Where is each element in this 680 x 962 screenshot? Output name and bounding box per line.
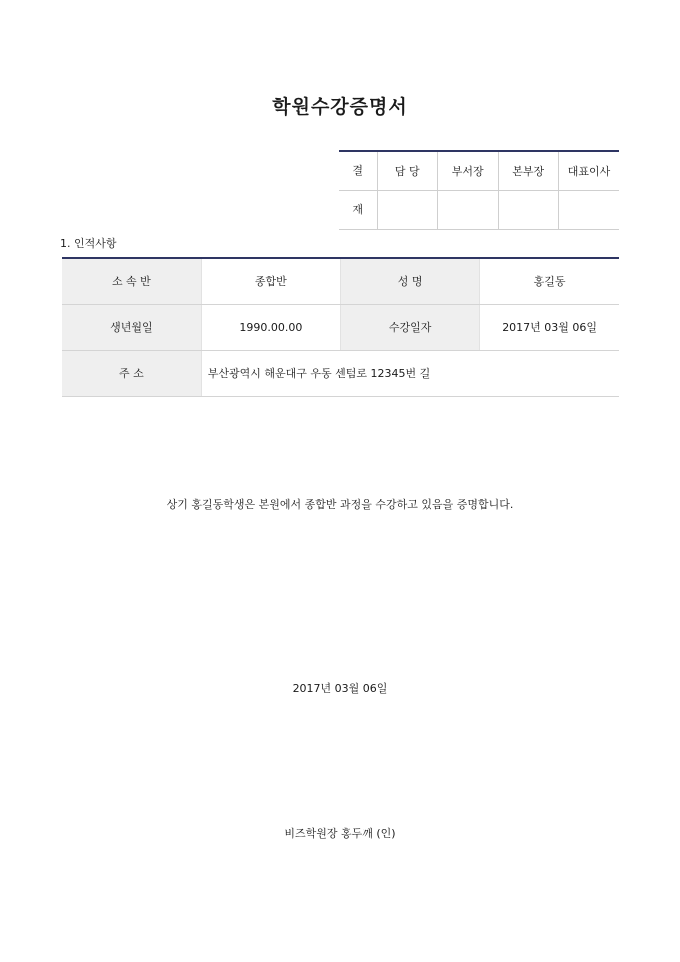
enroll-date-value: 2017년 03월 06일 (480, 304, 619, 350)
name-label: 성 명 (341, 258, 480, 304)
approval-side-label-bottom: 재 (339, 191, 377, 230)
approval-col-ceo: 대표이사 (559, 151, 620, 191)
name-value: 홍길동 (480, 258, 619, 304)
issue-date: 2017년 03월 06일 (292, 682, 388, 695)
signature-box-division-head[interactable] (498, 191, 559, 230)
approval-col-division-head: 본부장 (498, 151, 559, 191)
table-row (62, 304, 619, 350)
certification-statement: 상기 홍길동학생은 본원에서 종합반 과정을 수강하고 있음을 증명합니다. (166, 498, 514, 511)
signature-box-ceo[interactable] (559, 191, 620, 230)
signature-box-dept-head[interactable] (438, 191, 499, 230)
address-label: 주 소 (62, 350, 201, 396)
approval-col-manager: 담 당 (377, 151, 438, 191)
approval-col-dept-head: 부서장 (438, 151, 499, 191)
enroll-date-label: 수강일자 (341, 304, 480, 350)
approval-side-label-top: 결 (339, 151, 377, 191)
personal-info-table (62, 257, 619, 397)
class-label: 소 속 반 (62, 258, 201, 304)
approval-box (339, 150, 619, 230)
birthdate-value: 1990.00.00 (201, 304, 340, 350)
birthdate-label: 생년월일 (62, 304, 201, 350)
signature-box-manager[interactable] (377, 191, 438, 230)
section-heading: 1. 인적사항 (60, 237, 117, 250)
table-row (62, 258, 619, 304)
address-value: 부산광역시 해운대구 우동 센텀로 12345번 길 (201, 350, 619, 396)
document-title: 학원수강증명서 (272, 96, 408, 118)
class-value: 종합반 (201, 258, 340, 304)
signer-line: 비즈학원장 홍두깨 (인) (284, 827, 396, 840)
table-row (62, 350, 619, 396)
